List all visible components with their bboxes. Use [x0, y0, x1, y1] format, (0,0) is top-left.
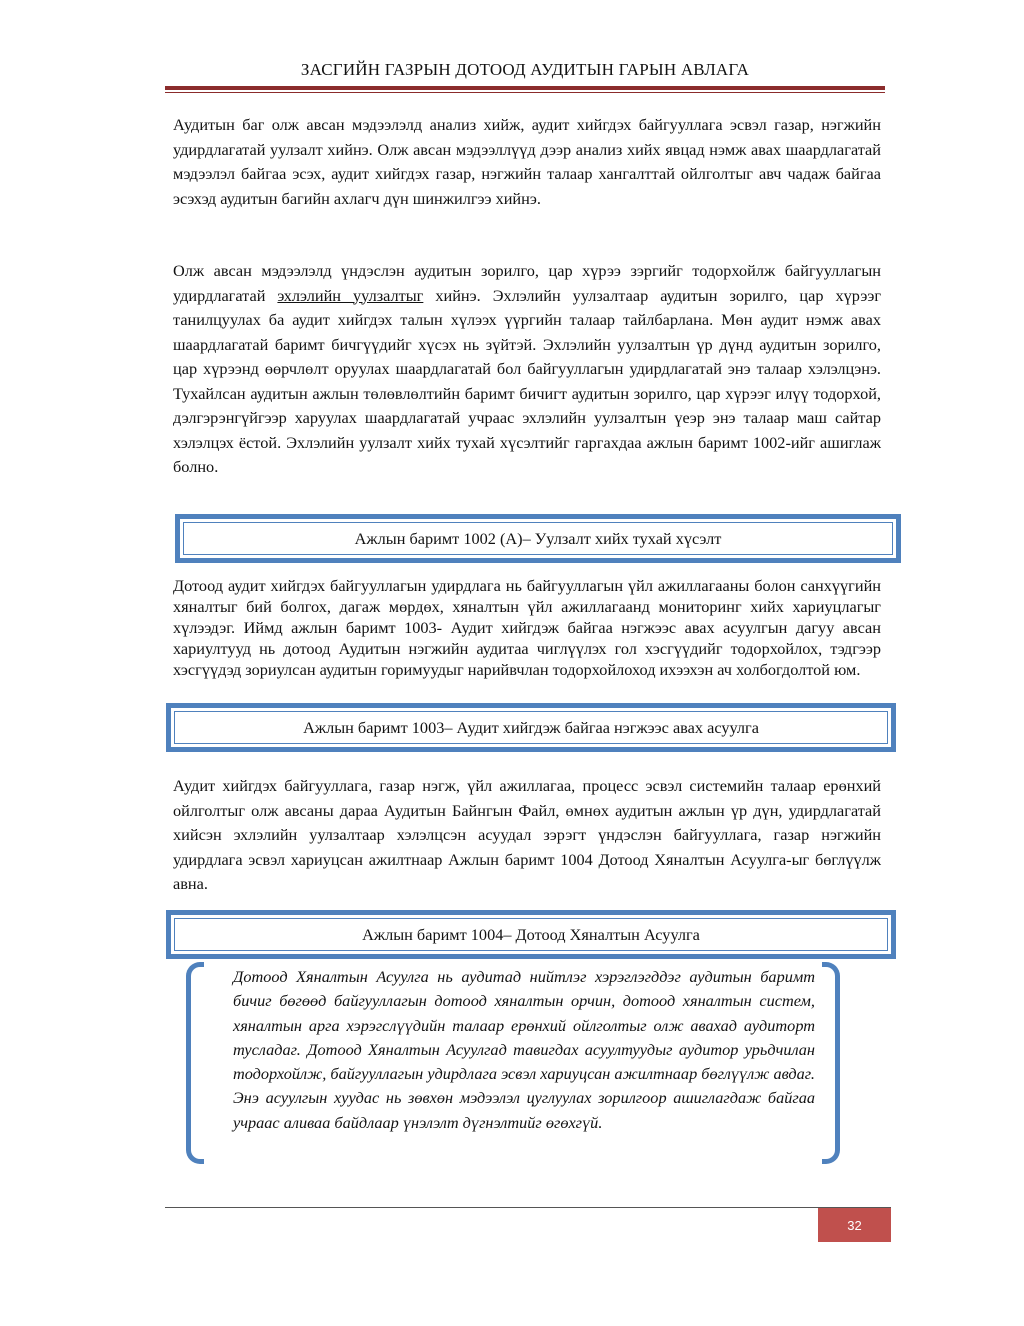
- document-box-1004: [166, 910, 896, 959]
- document-box-1004-label: Ажлын баримт 1004– Дотоод Хяналтын Асуулга: [174, 918, 888, 951]
- document-box-1003-label: Ажлын баримт 1003– Аудит хийгдэж байгаа нэгжээс авах асуулга: [174, 711, 888, 744]
- right-bracket: [822, 962, 840, 1164]
- paragraph-3: Дотоод аудит хийгдэх байгууллагын удирдлага нь байгууллагын үйл ажиллагааны болон санхүүгийн хяналтыг бий болгох, дагаж мөрдөх, хяналтын үйл ажиллагаанд мониторинг хийх хариуцлагыг хүлээдэг. Иймд ажлын баримт 1003- Аудит хийгдэж байгаа нэгжээс авах асуулгын дагуу авсан хариултууд нь дотоод Аудитын нэгжийн аудитаа чиглүүлэх гол хэсгүүдийг тодорхойлох, тэдгээр хэсгүүдэд зориулсан аудитын горимуудыг нарийвчлан тодорхойлоход ихээхэн ач холбогдолтой юм.: [173, 576, 881, 679]
- header-rule: [165, 86, 885, 90]
- header-title: ЗАСГИЙН ГАЗРЫН ДОТООД АУДИТЫН ГАРЫН АВЛАГА: [300, 60, 750, 79]
- footer-rule: [165, 1207, 891, 1208]
- left-bracket: [186, 962, 204, 1164]
- page-number: 32: [818, 1208, 891, 1242]
- document-box-1003: [166, 703, 896, 752]
- header-rule-thin: [165, 92, 885, 93]
- document-box-1002: [175, 514, 901, 563]
- quote-text: Дотоод Хяналтын Асуулга нь аудитад нийтлэг хэрэглэгддэг аудитын баримт бичиг бөгөөд байгууллагын дотоод хяналтын орчин, дотоод хяналтын систем, хяналтын арга хэрэгслүүдийн талаар ерөнхий ойлголтыг олж авахад аудиторт тусладаг. Дотоод Хяналтын Асуулгад тавигдах асуултуудыг аудитор урьдчилан тодорхойлж, байгууллагын удирдлага эсвэл хариуцсан ажилтнаар бөглүүлж авдаг. Энэ асуулгын хуудас нь зөвхөн мэдээлэл цуглуулах зорилгоор ашиглагдаж байгаа учраас аливаа байдлаар үнэлэлт дүгнэлтийг өгөхгүй.: [233, 967, 815, 1132]
- document-box-1002-label: Ажлын баримт 1002 (А)– Уулзалт хийх тухай хүсэлт: [183, 522, 893, 555]
- meeting-link-text: эхлэлийн уулзалтыг: [277, 285, 424, 305]
- paragraph-4: Аудит хийгдэх байгууллага, газар нэгж, үйл ажиллагаа, процесс эсвэл системийн талаар ерөнхий ойлголтыг олж авсаны дараа Аудитын Байнгын Файл, өмнөх аудитын ажлын үр дүн, удирдлагатай хийсэн эхлэлийн уулзалтаар хэлэлцсэн асуудал зэрэгт үндэслэн байгууллага, газар нэгжийн удирдлага эсвэл хариуцсан ажилтнаар Ажлын баримт 1004 Дотоод Хяналтын Асуулга-ыг бөглүүлж авна.: [173, 776, 881, 893]
- paragraph-2: [173, 259, 881, 480]
- paragraph-1: Аудитын баг олж авсан мэдээлэлд анализ хийж, аудит хийгдэх байгууллага эсвэл газар, нэгжийн удирдлагатай уулзалт хийнэ. Олж авсан мэдээллүүд дээр анализ хийх явцад нэмж авах шаардлагатай мэдээлэл байгаа эсэх, аудит хийгдэх газар, нэгжийн талаар хангалттай ойлголтыг авч чадаж байгаа эсэхэд аудитын багийн ахлагч дүн шинжилгээ хийнэ.: [173, 115, 881, 208]
- paragraph-2-start: Олж авсан мэдээлэлд үндэслэн аудитын зорилго, цар хүрээ зэргийг тодорхойлж байгууллагын удирдлагатай: [173, 261, 881, 305]
- paragraph-2-end: хийнэ. Эхлэлийн уулзалтаар аудитын зорилго, цар хүрээг танилцуулах ба аудит хийгдэх талын хүлээх үүргийн талаар тайлбарлана. Мөн аудит нэмж авах шаардлагатай баримт бичгүүдийг хүсэх нь зүйтэй. Эхлэлийн уулзалтын үр дүнд аудитын зорилго, цар хүрээнд өөрчлөлт оруулах шаардлагатай бол байгууллагын удирдлагатай энэ талаар хэлэлцэнэ. Тухайлсан аудитын ажлын төлөвлөлтийн баримт бичигт аудитын зорилго, цар хүрээг илүү тодорхой, дэлгэрэнгүйгээр харуулах шаардлагатай учраас эхлэлийн уулзалтын үеэр энэ талаар маш сайтар хэлэлцэх ёстой. Эхлэлийн уулзалт хийх тухай хүсэлтийг гаргахдаа ажлын баримт 1002-ийг ашиглаж болно.: [173, 285, 881, 476]
